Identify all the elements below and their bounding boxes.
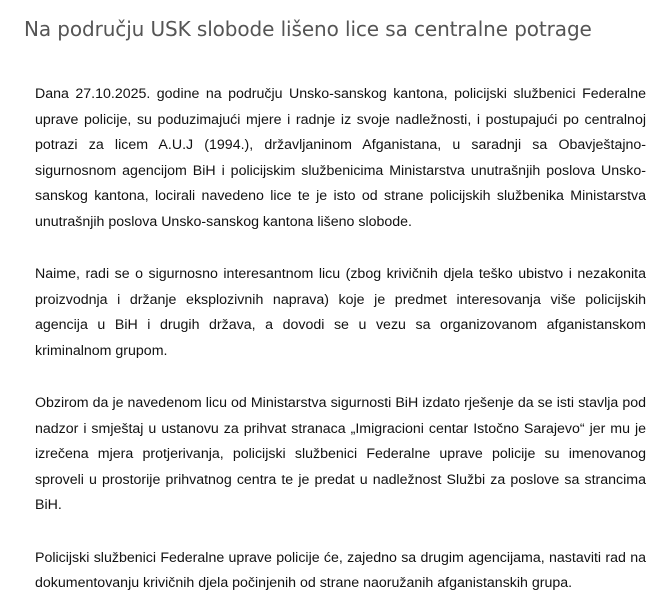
article-body (35, 82, 646, 597)
article-paragraph-4: Policijski službenici Federalne uprave policije će, zajedno sa drugim agencijama, nastaviti rad na dokumentovanju krivičnih djela počinjenih od strane naoružanih afganistanskih grupa. (35, 549, 646, 591)
article-paragraph-1: Dana 27.10.2025. godine na području Unsko-sanskog kantona, policijski službenici Federalne uprave policije, su poduzimajući mjere i radnje iz svoje nadležnosti, i postupajući po centralnoj potrazi za licem A.U.J (1994.), državljaninom Afganistana, u saradnji sa Obavještajno-sigurnosnom agencijom BiH i policijskim službenicima Ministarstva unutrašnjih poslova Unsko-sanskog kantona, locirali navedeno lice te je isto od strane policijskih službenika Ministarstva unutrašnjih poslova Unsko-sanskog kantona lišeno slobode. (35, 86, 646, 230)
article-paragraph-3: Obzirom da je navedenom licu od Ministarstva sigurnosti BiH izdato rješenje da se isti stavlja pod nadzor i smještaj u ustanovu za prihvat stranaca „Imigracioni centar Istočno Sarajevo“ jer mu je izrečena mjera protjerivanja, policijski službenici Federalne uprave policije su imenovanog sproveli u prostorije prihvatnog centra te je predat u nadležnost Službi za poslove sa strancima BiH. (35, 395, 646, 513)
article-title: Na području USK slobode lišeno lice sa centralne potrage (24, 17, 592, 41)
article-paragraph-2: Naime, radi se o sigurnosno interesantnom licu (zbog krivičnih djela teško ubistvo i nezakonita proizvodnja i držanje eksplozivnih naprava) koje je predmet interesovanja više policijskih agencija u BiH i drugih država, a dovodi se u vezu sa organizovanom afganistanskom kriminalnom grupom. (35, 266, 646, 359)
